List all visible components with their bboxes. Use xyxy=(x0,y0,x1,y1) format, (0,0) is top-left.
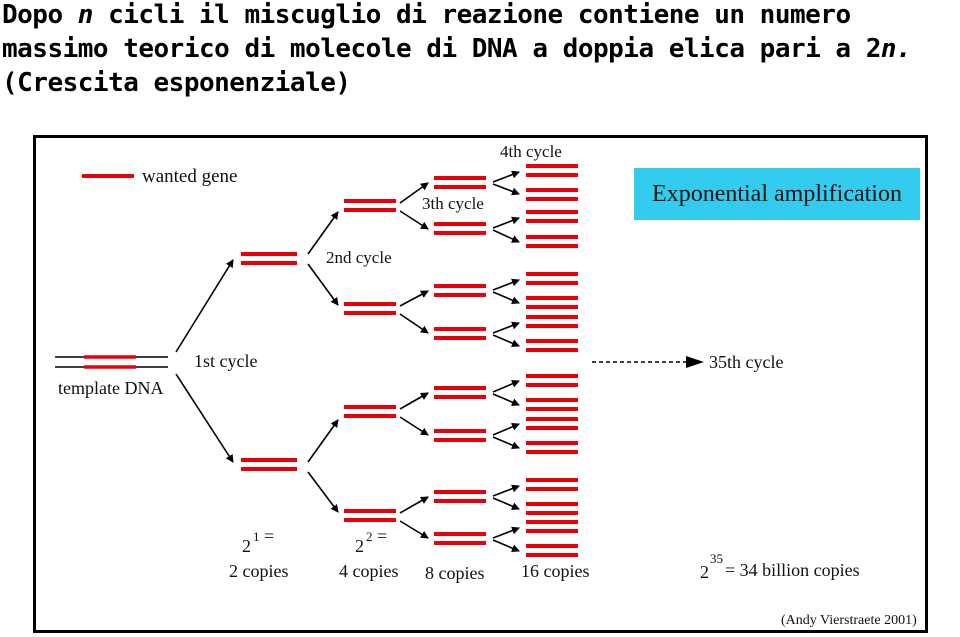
cycle1-label: 1st cycle xyxy=(194,351,258,371)
power-35-exp: 35 xyxy=(710,551,723,566)
template-dna xyxy=(55,357,168,367)
count-4-copies: 4 copies xyxy=(339,561,399,581)
template-label: template DNA xyxy=(58,378,164,398)
cycle2-arrow-d xyxy=(308,472,338,512)
cycle2-label: 2nd cycle xyxy=(326,248,392,267)
power-2-exp: 2 xyxy=(366,529,373,544)
heading-n-variable: n xyxy=(77,0,93,30)
power-35-result: = 34 billion copies xyxy=(725,560,860,580)
power-2-base: 2 xyxy=(355,536,364,556)
count-2-copies: 2 copies xyxy=(229,561,289,581)
cycle4-label: 4th cycle xyxy=(500,142,562,161)
cycle2-arrow-c xyxy=(308,420,338,462)
power-1-exp: 1 xyxy=(253,529,260,544)
legend-label: wanted gene xyxy=(142,166,238,187)
cycle4-products xyxy=(526,166,578,555)
power-1-base: 2 xyxy=(242,536,251,556)
credit-text: (Andy Vierstraete 2001) xyxy=(781,613,917,628)
count-8-copies: 8 copies xyxy=(425,563,485,583)
cycle4-arrows xyxy=(493,172,519,551)
cycle3-products xyxy=(434,178,486,543)
heading-n-exponent: n. xyxy=(880,34,912,64)
cycle2-arrow-b xyxy=(308,264,338,305)
count-16-copies: 16 copies xyxy=(521,561,590,581)
heading-text-2: cicli il miscuglio di reazione contiene un numero massimo teorico di molecole di DNA a doppia elica pari a 2 xyxy=(2,0,881,64)
cycle3-arrows xyxy=(400,183,428,538)
power-1-eq: = xyxy=(264,526,275,546)
cycle1-up-arrow xyxy=(176,260,233,352)
cycle3-label: 3th cycle xyxy=(422,194,484,213)
exponential-banner: Exponential amplification xyxy=(634,168,920,220)
cycle1-down-arrow xyxy=(176,374,233,462)
power-2-eq: = xyxy=(377,526,388,546)
heading-text-3: (Crescita esponenziale) xyxy=(2,68,351,98)
heading-text-1: Dopo xyxy=(2,0,78,30)
power-35-base: 2 xyxy=(700,562,709,582)
cycle35-label: 35th cycle xyxy=(709,352,784,372)
